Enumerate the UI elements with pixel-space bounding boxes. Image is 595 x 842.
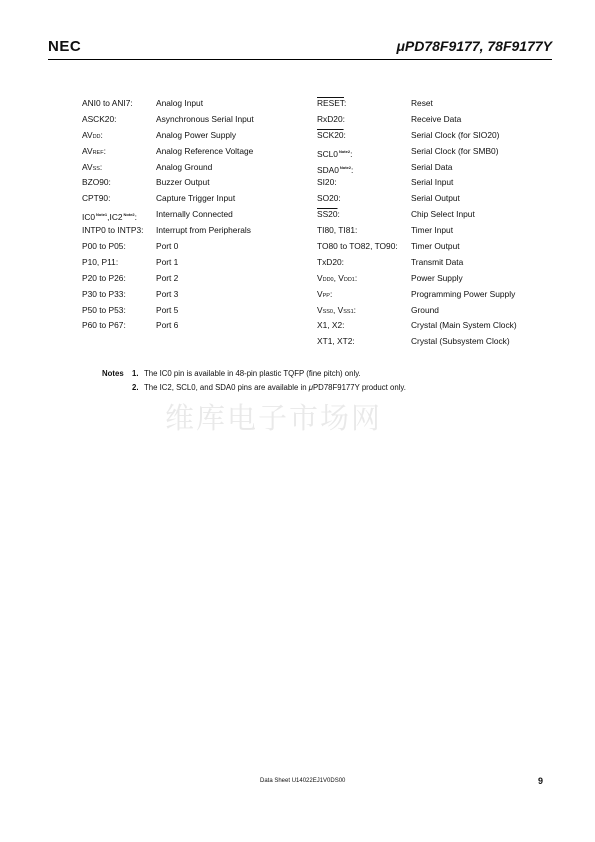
pin-name-colon: : [134, 212, 137, 223]
note-1: Notes 1. The IC0 pin is available in 48-pin plastic TQFP (fine pitch) only. [102, 367, 406, 381]
pin-name: P60 to P67: [82, 320, 126, 331]
pin-row [82, 96, 322, 112]
pin-row [82, 255, 322, 271]
note-2: 2. The IC2, SCL0, and SDA0 pins are available in μPD78F9177Y product only. [132, 383, 406, 392]
pin-name-main: AV [82, 161, 93, 172]
pin-row [317, 223, 557, 239]
note-reference: Note2 [123, 212, 135, 218]
pin-row [317, 303, 557, 319]
pin-row [82, 223, 322, 239]
pin-description: Power Supply [411, 272, 463, 283]
watermark: 维库电子市场网 [165, 401, 383, 435]
pin-list-left [82, 96, 322, 334]
pin-name-colon: : [343, 129, 346, 140]
pin-description: Port 5 [156, 304, 179, 315]
pin-row [317, 160, 557, 176]
pin-description: Asynchronous Serial Input [156, 113, 254, 124]
pin-description: Port 0 [156, 241, 179, 252]
pin-name: ASCK20: [82, 113, 117, 124]
pin-name-overline: SCK20 [317, 129, 344, 140]
pin-name-main: V [317, 304, 323, 315]
pin-name: BZO90: [82, 177, 111, 188]
pin-row [82, 175, 322, 191]
pin-name: XT1, XT2: [317, 336, 355, 347]
pin-name-main: V [317, 272, 323, 283]
pin-name-main: V [317, 288, 323, 299]
pin-name-colon: : [99, 161, 103, 172]
pin-name-colon: : [354, 272, 358, 283]
document-title: μPD78F9177, 78F9177Y [396, 38, 552, 54]
pin-name: X1, X2: [317, 320, 345, 331]
pin-name-subscript: DD0 [322, 276, 334, 283]
pin-row [82, 271, 322, 287]
pin-name-main: ,IC2 [107, 212, 123, 223]
pin-description: Analog Input [156, 98, 204, 108]
pin-list-right [317, 96, 557, 350]
pin-row [317, 239, 557, 255]
document-number: Data Sheet U14022EJ1V0DS00 [260, 778, 346, 784]
pin-description: Analog Reference Voltage [156, 145, 254, 156]
pin-description: Serial Clock (for SMB0) [411, 145, 499, 156]
pin-row [82, 128, 322, 144]
pin-row [82, 112, 322, 128]
pin-name [317, 128, 346, 144]
pin-name-colon: : [351, 164, 354, 175]
page-number: 9 [538, 776, 544, 786]
pin-row [317, 112, 557, 128]
pin-name-main: IC0 [82, 212, 96, 223]
pin-name-subscript: DD [92, 133, 101, 140]
pin-name: SO20: [317, 193, 341, 204]
page-header [48, 36, 552, 58]
pin-description: Serial Clock (for SIO20) [411, 129, 500, 140]
pin-name: INTP0 to INTP3: [82, 225, 144, 236]
pin-name: TO80 to TO82, TO90: [317, 241, 398, 252]
pin-name-main: AV [82, 145, 93, 156]
pin-name: SI20: [317, 177, 337, 188]
pin-description: Serial Output [411, 193, 460, 204]
note-reference: Note2 [339, 164, 352, 170]
pin-description: Capture Trigger Input [156, 193, 236, 204]
pin-row [82, 207, 322, 223]
pin-row [82, 160, 322, 176]
pin-name-main: SCL0 [317, 148, 338, 159]
pin-name: TI80, TI81: [317, 225, 358, 236]
pin-row [317, 271, 557, 287]
pin-name-main: , V [333, 304, 344, 315]
pin-description: Port 2 [156, 272, 179, 283]
pin-description: Chip Select Input [411, 209, 475, 220]
pin-description: Analog Ground [156, 161, 213, 172]
note-reference: Note2 [338, 148, 351, 154]
pin-description: Port 1 [156, 256, 179, 267]
pin-name: P20 to P26: [82, 272, 126, 283]
pin-description: Port 6 [156, 320, 179, 331]
pin-name [317, 207, 340, 223]
pin-row [82, 287, 322, 303]
pin-description: Ground [411, 304, 439, 315]
pin-description: Port 3 [156, 288, 179, 299]
pin-name-subscript: SS [92, 165, 100, 172]
pin-name: TxD20: [317, 256, 344, 267]
pin-row [317, 96, 557, 112]
pin-name-subscript: DD1 [343, 276, 355, 283]
pin-row [82, 318, 322, 334]
pin-name-colon: : [100, 129, 103, 140]
pin-row [82, 239, 322, 255]
pin-description: Crystal (Main System Clock) [411, 320, 517, 331]
pin-row [82, 191, 322, 207]
pin-description: Reset [411, 98, 433, 108]
pin-name-subscript: PP [322, 292, 330, 299]
pin-name-colon: : [329, 288, 333, 299]
pin-name-main: SDA0 [317, 164, 339, 175]
pin-row [317, 318, 557, 334]
pin-row [317, 334, 557, 350]
pin-row [317, 207, 557, 223]
pin-row [317, 191, 557, 207]
pin-name-colon: : [103, 145, 106, 156]
pin-name: P30 to P33: [82, 288, 126, 299]
pin-name-overline: RESET [317, 98, 344, 108]
pin-name-colon: : [353, 304, 356, 315]
pin-description: Transmit Data [411, 256, 464, 267]
pin-description: Programming Power Supply [411, 288, 516, 299]
pin-row [82, 303, 322, 319]
pin-name-colon: : [350, 148, 353, 159]
pin-name-subscript: REF [92, 149, 104, 156]
pin-description: Buzzer Output [156, 177, 210, 188]
pin-name-colon: : [344, 98, 347, 108]
pin-description: Receive Data [411, 113, 462, 124]
pin-name: CPT90: [82, 193, 111, 204]
pin-name-main: AV [82, 129, 93, 140]
pin-name-overline: SS20 [317, 209, 338, 220]
notes-section [102, 367, 406, 395]
note-reference: Note1 [96, 212, 108, 218]
pin-description: Interrupt from Peripherals [156, 225, 251, 236]
pin-row [317, 255, 557, 271]
pin-row [317, 287, 557, 303]
pin-description: Timer Output [411, 241, 460, 252]
pin-description: Analog Power Supply [156, 129, 237, 140]
pin-name-colon: : [337, 209, 340, 220]
pin-name: P10, P11: [82, 256, 119, 267]
pin-description: Crystal (Subsystem Clock) [411, 336, 510, 347]
pin-name: RxD20: [317, 113, 345, 124]
pin-name-subscript: SS1 [343, 308, 354, 315]
nec-logo: NEC [48, 38, 82, 55]
pin-row [317, 144, 557, 160]
header-rule [48, 59, 552, 60]
pin-description: Internally Connected [156, 209, 233, 220]
pin-description: Serial Data [411, 161, 453, 172]
pin-row [317, 175, 557, 191]
pin-name: P00 to P05: [82, 241, 126, 252]
pin-name: ANI0 to ANI7: [82, 98, 133, 108]
pin-row [317, 128, 557, 144]
pin-name-subscript: SS0 [322, 308, 333, 315]
notes-label: Notes [102, 369, 124, 378]
pin-name: P50 to P53: [82, 304, 126, 315]
pin-name [317, 96, 346, 112]
pin-description: Timer Input [411, 225, 454, 236]
pin-row [82, 144, 322, 160]
pin-name-main: , V [333, 272, 344, 283]
pin-description: Serial Input [411, 177, 454, 188]
